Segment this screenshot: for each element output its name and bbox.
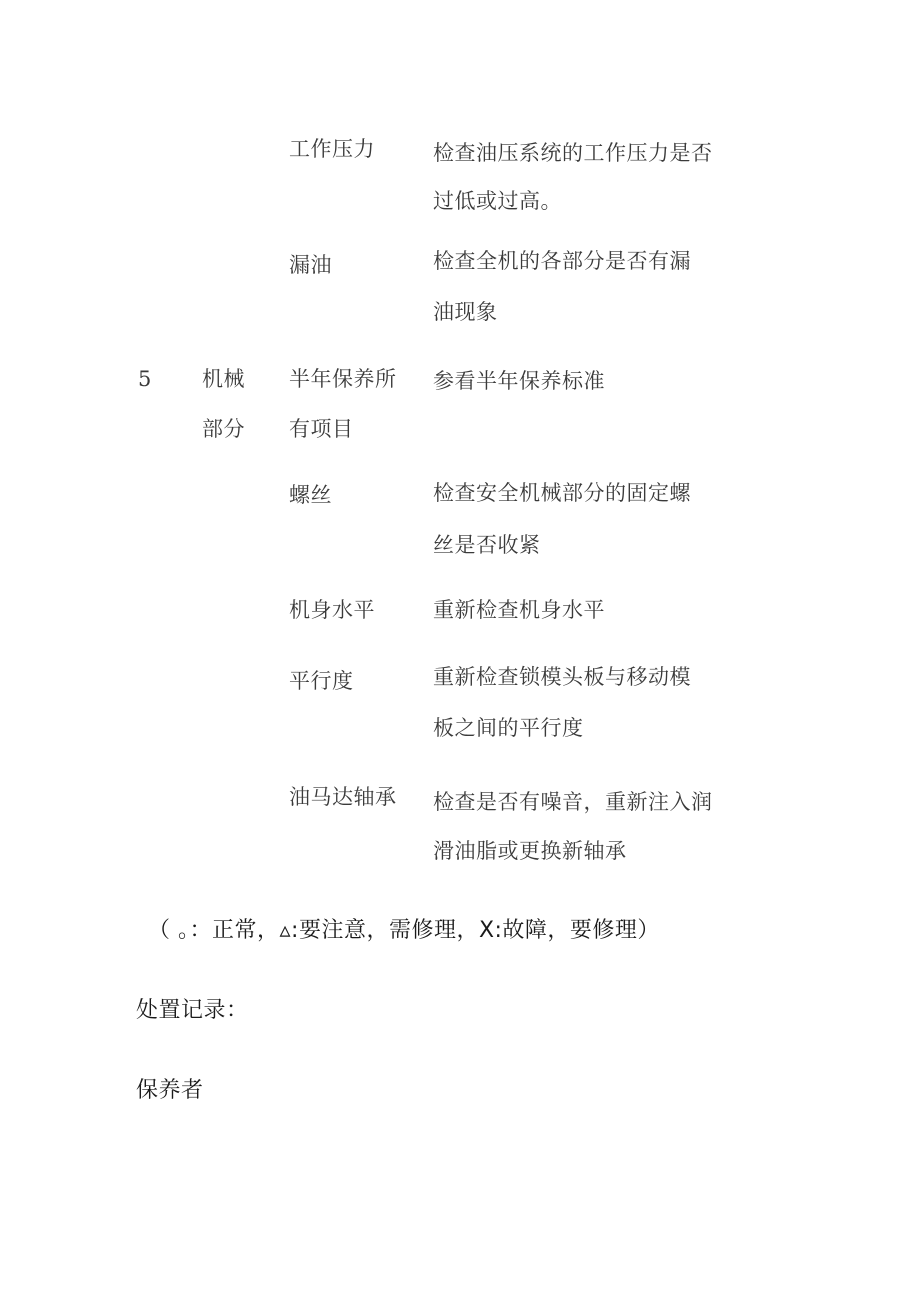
desc-cell: 检查安全机械部分的固定螺 <box>433 481 691 505</box>
desc-cell: 滑油脂或更换新轴承 <box>433 839 627 863</box>
item-cell: 机身水平 <box>289 598 375 622</box>
item-cell: 油马达轴承 <box>289 785 397 809</box>
maintainer-label: 保养者 <box>136 1078 204 1103</box>
status-legend: （ 。：正常，▵:要注意，需修理，X:故障，要修理） <box>148 918 660 943</box>
item-cell: 有项目 <box>289 417 354 441</box>
category-cell: 机械 <box>202 367 245 391</box>
desc-cell: 油现象 <box>433 300 498 324</box>
desc-cell: 参看半年保养标准 <box>433 369 605 393</box>
row-number: 5 <box>138 367 152 391</box>
item-cell: 工作压力 <box>289 137 375 161</box>
desc-cell: 丝是否收紧 <box>433 533 541 557</box>
desc-cell: 检查全机的各部分是否有漏 <box>433 249 691 273</box>
desc-cell: 板之间的平行度 <box>433 716 584 740</box>
item-cell: 平行度 <box>289 669 354 693</box>
disposal-record-label: 处置记录： <box>136 998 249 1023</box>
desc-cell: 过低或过高。 <box>433 189 562 213</box>
desc-cell: 检查油压系统的工作压力是否 <box>433 141 713 165</box>
desc-cell: 重新检查机身水平 <box>433 598 605 622</box>
desc-cell: 检查是否有噪音，重新注入润 <box>433 790 713 814</box>
item-cell: 漏油 <box>289 253 332 277</box>
category-cell: 部分 <box>202 417 245 441</box>
desc-cell: 重新检查锁模头板与移动模 <box>433 665 691 689</box>
item-cell: 螺丝 <box>289 483 332 507</box>
item-cell: 半年保养所 <box>289 367 397 391</box>
